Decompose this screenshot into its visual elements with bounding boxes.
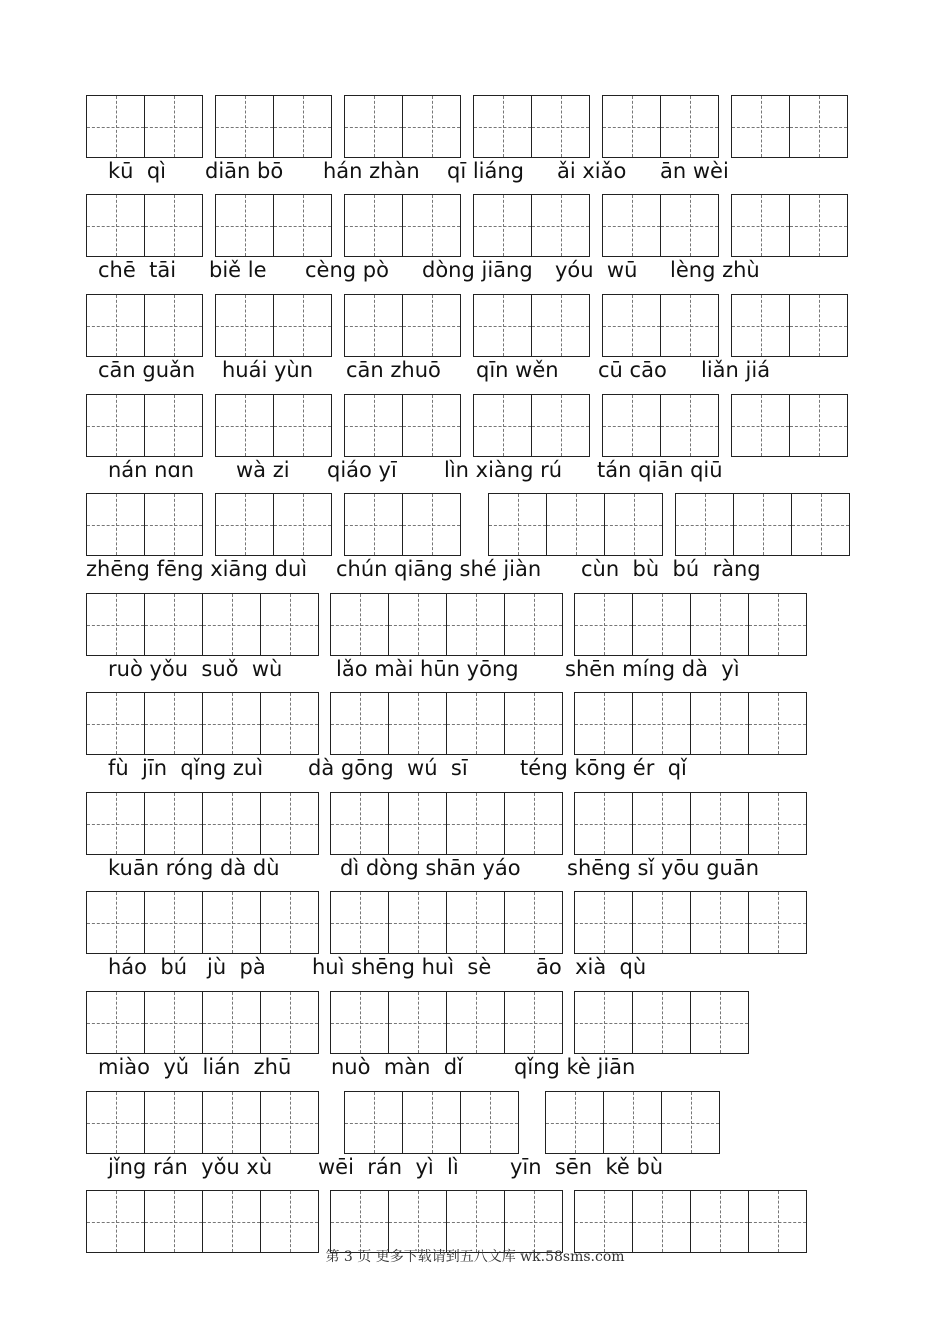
writing-cell[interactable] — [690, 692, 749, 755]
writing-cell[interactable] — [789, 294, 848, 357]
writing-cell[interactable] — [531, 394, 590, 457]
writing-cell[interactable] — [344, 1091, 403, 1154]
writing-cell[interactable] — [86, 95, 145, 158]
pinyin-label: miào yǔ lián zhū — [98, 1055, 292, 1079]
writing-cell[interactable] — [215, 95, 274, 158]
pinyin-label: qī liáng — [447, 159, 525, 183]
writing-cell[interactable] — [632, 692, 691, 755]
writing-cell[interactable] — [574, 792, 633, 855]
tianzige-grid — [330, 593, 563, 656]
writing-cell[interactable] — [473, 394, 532, 457]
writing-cell[interactable] — [330, 593, 389, 656]
writing-cell[interactable] — [202, 1091, 261, 1154]
pinyin-label: qǐng kè jiān — [514, 1055, 636, 1079]
writing-cell[interactable] — [748, 692, 807, 755]
writing-cell[interactable] — [604, 493, 663, 556]
writing-cell[interactable] — [388, 593, 447, 656]
writing-cell[interactable] — [446, 891, 505, 954]
writing-cell[interactable] — [260, 1091, 319, 1154]
writing-cell[interactable] — [402, 95, 461, 158]
writing-cell[interactable] — [86, 493, 145, 556]
writing-cell[interactable] — [574, 991, 633, 1054]
writing-cell[interactable] — [574, 692, 633, 755]
writing-cell[interactable] — [388, 1190, 447, 1253]
writing-cell[interactable] — [748, 792, 807, 855]
pinyin-label: cān zhuō — [346, 358, 441, 382]
writing-cell[interactable] — [488, 493, 547, 556]
writing-cell[interactable] — [731, 194, 790, 257]
writing-cell[interactable] — [344, 493, 403, 556]
pinyin-label: liǎn jiá — [701, 358, 771, 382]
writing-cell[interactable] — [86, 394, 145, 457]
writing-cell[interactable] — [388, 891, 447, 954]
pinyin-label: jǐng rán yǒu xù — [108, 1155, 273, 1179]
writing-cell[interactable] — [546, 493, 605, 556]
tianzige-grid — [731, 194, 848, 257]
writing-cell[interactable] — [473, 294, 532, 357]
writing-cell[interactable] — [215, 394, 274, 457]
tianzige-grid — [215, 493, 332, 556]
writing-cell[interactable] — [690, 593, 749, 656]
writing-cell[interactable] — [330, 991, 389, 1054]
writing-cell[interactable] — [86, 1190, 145, 1253]
pinyin-label: nuò màn dǐ — [331, 1055, 463, 1079]
tianzige-grid — [344, 493, 461, 556]
writing-cell[interactable] — [86, 792, 145, 855]
pinyin-label: cān guǎn — [98, 358, 196, 382]
pinyin-label: cèng pò — [305, 258, 389, 282]
writing-cell[interactable] — [402, 394, 461, 457]
writing-cell[interactable] — [660, 194, 719, 257]
writing-cell[interactable] — [86, 593, 145, 656]
writing-cell[interactable] — [330, 692, 389, 755]
pinyin-label: āo xià qù — [536, 955, 647, 979]
writing-cell[interactable] — [531, 194, 590, 257]
writing-cell[interactable] — [473, 95, 532, 158]
writing-cell[interactable] — [144, 692, 203, 755]
writing-cell[interactable] — [273, 394, 332, 457]
writing-cell[interactable] — [690, 891, 749, 954]
tianzige-grid — [574, 891, 807, 954]
tianzige-grid — [473, 95, 590, 158]
writing-cell[interactable] — [215, 294, 274, 357]
pinyin-label: lèng zhù — [670, 258, 760, 282]
tianzige-grid — [731, 394, 848, 457]
pinyin-label: háo bú jù pà — [108, 955, 266, 979]
tianzige-grid — [602, 394, 719, 457]
writing-cell[interactable] — [690, 1190, 749, 1253]
writing-cell[interactable] — [144, 194, 203, 257]
pinyin-label: kuān róng dà dù — [108, 856, 280, 880]
tianzige-grid — [86, 95, 203, 158]
writing-cell[interactable] — [273, 294, 332, 357]
tianzige-grid — [344, 1091, 519, 1154]
tianzige-grid — [330, 692, 563, 755]
writing-cell[interactable] — [260, 991, 319, 1054]
writing-cell[interactable] — [504, 1190, 563, 1253]
writing-cell[interactable] — [574, 593, 633, 656]
pinyin-label: diān bō — [205, 159, 284, 183]
pinyin-label: cùn bù bú ràng — [581, 557, 761, 581]
writing-cell[interactable] — [215, 493, 274, 556]
writing-cell[interactable] — [460, 1091, 519, 1154]
writing-cell[interactable] — [86, 1091, 145, 1154]
pinyin-label: yóu wū — [555, 258, 638, 282]
writing-cell[interactable] — [388, 991, 447, 1054]
tianzige-grid — [574, 792, 807, 855]
writing-cell[interactable] — [215, 194, 274, 257]
writing-cell[interactable] — [260, 792, 319, 855]
tianzige-grid — [602, 194, 719, 257]
writing-cell[interactable] — [202, 692, 261, 755]
writing-cell[interactable] — [504, 593, 563, 656]
pinyin-label: lìn xiàng rú — [444, 458, 563, 482]
writing-cell[interactable] — [632, 991, 691, 1054]
writing-cell[interactable] — [144, 792, 203, 855]
writing-cell[interactable] — [402, 493, 461, 556]
writing-cell[interactable] — [144, 1190, 203, 1253]
tianzige-grid — [215, 95, 332, 158]
writing-cell[interactable] — [86, 991, 145, 1054]
writing-cell[interactable] — [202, 891, 261, 954]
writing-cell[interactable] — [660, 294, 719, 357]
pinyin-label: dì dòng shān yáo — [340, 856, 521, 880]
writing-cell[interactable] — [602, 194, 661, 257]
writing-cell[interactable] — [402, 294, 461, 357]
writing-cell[interactable] — [402, 1091, 461, 1154]
tianzige-grid — [344, 194, 461, 257]
writing-cell[interactable] — [144, 991, 203, 1054]
tianzige-grid — [545, 1091, 720, 1154]
tianzige-grid — [86, 991, 319, 1054]
writing-cell[interactable] — [86, 891, 145, 954]
writing-cell[interactable] — [690, 991, 749, 1054]
writing-cell[interactable] — [690, 792, 749, 855]
tianzige-grid — [344, 394, 461, 457]
writing-cell[interactable] — [574, 891, 633, 954]
writing-cell[interactable] — [602, 95, 661, 158]
writing-cell[interactable] — [202, 1190, 261, 1253]
tianzige-grid — [330, 891, 563, 954]
writing-cell[interactable] — [330, 1190, 389, 1253]
tianzige-grid — [574, 991, 749, 1054]
tianzige-grid — [86, 593, 319, 656]
writing-cell[interactable] — [632, 1190, 691, 1253]
writing-cell[interactable] — [260, 1190, 319, 1253]
tianzige-grid — [731, 294, 848, 357]
writing-cell[interactable] — [273, 95, 332, 158]
writing-cell[interactable] — [731, 394, 790, 457]
tianzige-grid — [473, 194, 590, 257]
writing-cell[interactable] — [330, 891, 389, 954]
writing-cell[interactable] — [446, 991, 505, 1054]
writing-cell[interactable] — [446, 692, 505, 755]
pinyin-label: cū cāo — [598, 358, 667, 382]
pinyin-label: ān wèi — [660, 159, 729, 183]
writing-cell[interactable] — [388, 692, 447, 755]
writing-cell[interactable] — [273, 493, 332, 556]
tianzige-grid — [86, 493, 203, 556]
tianzige-grid — [215, 194, 332, 257]
writing-cell[interactable] — [661, 1091, 720, 1154]
pinyin-label: biě le — [209, 258, 267, 282]
writing-cell[interactable] — [531, 294, 590, 357]
writing-cell[interactable] — [504, 792, 563, 855]
tianzige-grid — [86, 792, 319, 855]
writing-cell[interactable] — [202, 991, 261, 1054]
writing-cell[interactable] — [144, 294, 203, 357]
writing-cell[interactable] — [789, 194, 848, 257]
pinyin-label: shēng sǐ yōu guān — [567, 856, 760, 880]
writing-cell[interactable] — [632, 792, 691, 855]
pinyin-label: dòng jiāng — [422, 258, 533, 282]
tianzige-grid — [731, 95, 848, 158]
writing-cell[interactable] — [260, 593, 319, 656]
writing-cell[interactable] — [504, 891, 563, 954]
pinyin-label: tán qiān qiū — [597, 458, 723, 482]
tianzige-grid — [602, 95, 719, 158]
tianzige-grid — [675, 493, 850, 556]
writing-cell[interactable] — [144, 493, 203, 556]
writing-cell[interactable] — [789, 394, 848, 457]
writing-cell[interactable] — [731, 294, 790, 357]
writing-cell[interactable] — [504, 692, 563, 755]
writing-cell[interactable] — [660, 95, 719, 158]
tianzige-grid — [344, 95, 461, 158]
pinyin-label: ruò yǒu suǒ wù — [108, 657, 283, 681]
writing-cell[interactable] — [86, 294, 145, 357]
writing-cell[interactable] — [144, 95, 203, 158]
tianzige-grid — [330, 991, 563, 1054]
pinyin-label: qiáo yī — [327, 458, 397, 482]
writing-cell[interactable] — [791, 493, 850, 556]
writing-cell[interactable] — [602, 394, 661, 457]
tianzige-grid — [215, 294, 332, 357]
pinyin-label: chē tāi — [98, 258, 177, 282]
pinyin-label: hán zhàn — [323, 159, 420, 183]
writing-cell[interactable] — [86, 194, 145, 257]
writing-cell[interactable] — [402, 194, 461, 257]
writing-cell[interactable] — [344, 394, 403, 457]
writing-cell[interactable] — [446, 1190, 505, 1253]
pinyin-label: yīn sēn kě bù — [510, 1155, 664, 1179]
writing-cell[interactable] — [344, 194, 403, 257]
writing-cell[interactable] — [144, 1091, 203, 1154]
writing-cell[interactable] — [632, 891, 691, 954]
writing-cell[interactable] — [260, 891, 319, 954]
pinyin-label: téng kōng ér qǐ — [520, 756, 687, 780]
writing-cell[interactable] — [632, 593, 691, 656]
writing-cell[interactable] — [675, 493, 734, 556]
writing-cell[interactable] — [504, 991, 563, 1054]
pinyin-label: dà gōng wú sī — [308, 756, 468, 780]
writing-cell[interactable] — [789, 95, 848, 158]
writing-cell[interactable] — [531, 95, 590, 158]
page-footer: 第 3 页 更多下载请到五八文库 wk.58sms.com — [325, 1249, 625, 1265]
writing-cell[interactable] — [545, 1091, 604, 1154]
writing-cell[interactable] — [733, 493, 792, 556]
writing-cell[interactable] — [473, 194, 532, 257]
tianzige-grid — [473, 294, 590, 357]
writing-cell[interactable] — [273, 194, 332, 257]
pinyin-label: wà zi — [236, 458, 290, 482]
writing-cell[interactable] — [144, 593, 203, 656]
writing-cell[interactable] — [748, 593, 807, 656]
writing-cell[interactable] — [344, 95, 403, 158]
tianzige-grid — [330, 1190, 563, 1253]
pinyin-label: huì shēng huì sè — [312, 955, 492, 979]
writing-cell[interactable] — [660, 394, 719, 457]
pinyin-label: fù jīn qǐng zuì — [108, 756, 264, 780]
tianzige-grid — [574, 692, 807, 755]
tianzige-grid — [473, 394, 590, 457]
pinyin-label: qīn wěn — [476, 358, 559, 382]
tianzige-grid — [215, 394, 332, 457]
pinyin-label: lǎo mài hūn yōng — [336, 657, 519, 681]
tianzige-grid — [86, 394, 203, 457]
tianzige-grid — [86, 692, 319, 755]
writing-cell[interactable] — [144, 891, 203, 954]
writing-cell[interactable] — [731, 95, 790, 158]
writing-cell[interactable] — [344, 294, 403, 357]
tianzige-grid — [344, 294, 461, 357]
tianzige-grid — [86, 294, 203, 357]
pinyin-label: nán nɑn — [108, 458, 195, 482]
writing-cell[interactable] — [202, 792, 261, 855]
tianzige-grid — [574, 593, 807, 656]
tianzige-grid — [86, 1190, 319, 1253]
pinyin-label: kū qì — [108, 159, 166, 183]
writing-cell[interactable] — [748, 891, 807, 954]
writing-cell[interactable] — [330, 792, 389, 855]
writing-cell[interactable] — [144, 394, 203, 457]
tianzige-grid — [86, 1091, 319, 1154]
writing-cell[interactable] — [388, 792, 447, 855]
writing-cell[interactable] — [446, 792, 505, 855]
tianzige-grid — [86, 891, 319, 954]
writing-cell[interactable] — [260, 692, 319, 755]
pinyin-label: wēi rán yì lì — [318, 1155, 459, 1179]
writing-cell[interactable] — [602, 294, 661, 357]
pinyin-label: ǎi xiǎo — [557, 159, 627, 183]
writing-cell[interactable] — [603, 1091, 662, 1154]
tianzige-grid — [574, 1190, 807, 1253]
tianzige-grid — [602, 294, 719, 357]
tianzige-grid — [488, 493, 663, 556]
pinyin-label: shēn míng dà yì — [565, 657, 740, 681]
writing-cell[interactable] — [748, 1190, 807, 1253]
pinyin-label: zhēng fēng xiāng duì — [86, 557, 308, 581]
writing-cell[interactable] — [86, 692, 145, 755]
writing-cell[interactable] — [574, 1190, 633, 1253]
pinyin-label: huái yùn — [222, 358, 314, 382]
tianzige-grid — [330, 792, 563, 855]
writing-cell[interactable] — [202, 593, 261, 656]
pinyin-label: chún qiāng shé jiàn — [336, 557, 542, 581]
writing-cell[interactable] — [446, 593, 505, 656]
tianzige-grid — [86, 194, 203, 257]
